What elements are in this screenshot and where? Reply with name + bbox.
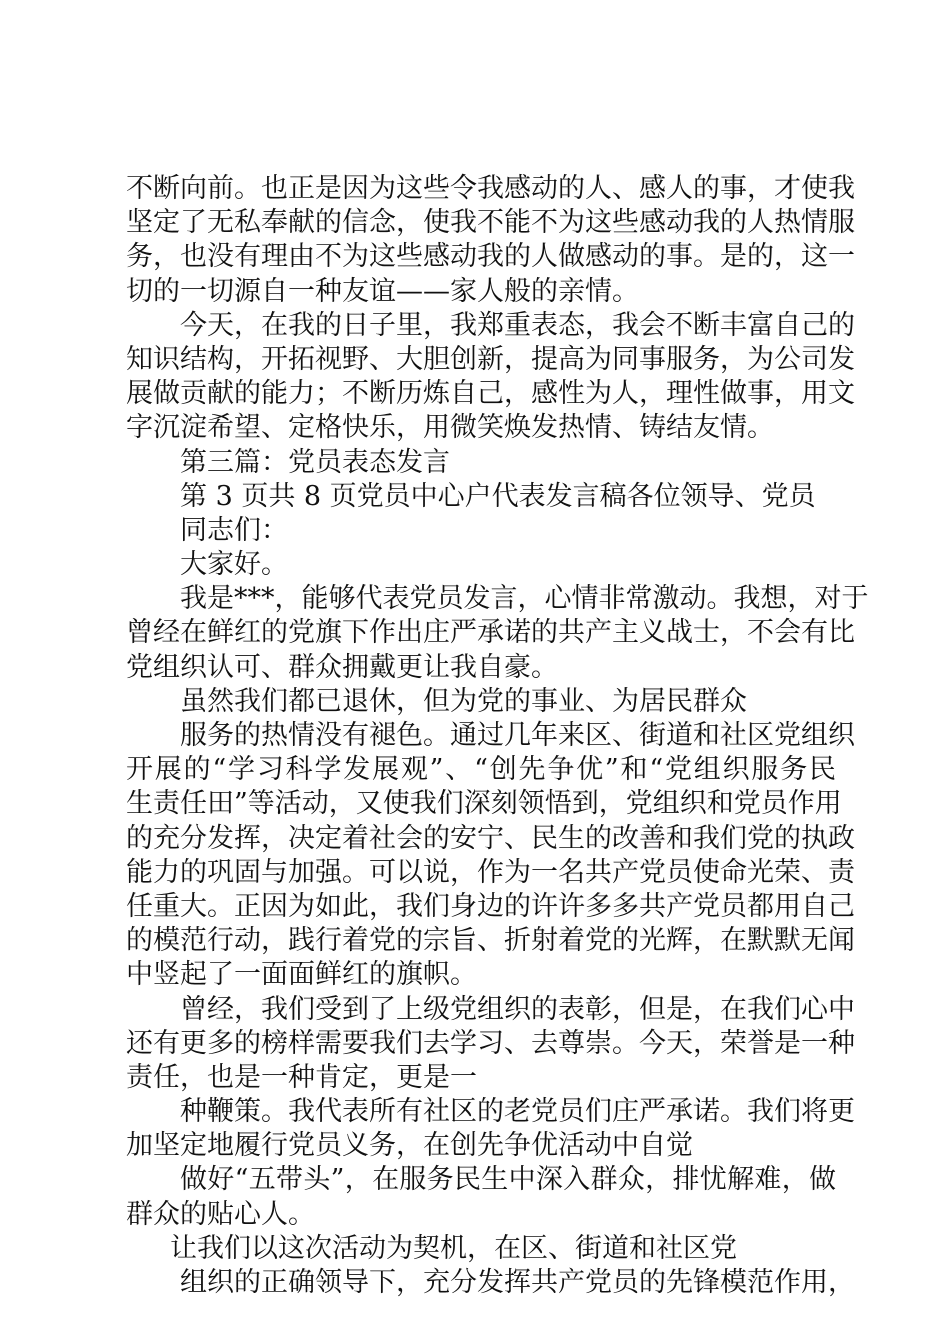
text-line: 能力的巩固与加强。可以说，作为一名共产党员使命光荣、责 <box>126 856 855 888</box>
text-line: 责任，也是一种肯定，更是一 <box>126 1061 477 1093</box>
text-line: 的充分发挥，决定着社会的安宁、民生的改善和我们党的执政 <box>126 822 855 854</box>
text-line: 加坚定地履行党员义务，在创先争优活动中自觉 <box>126 1130 693 1162</box>
text-line: 群众的贴心人。 <box>126 1198 315 1230</box>
text-line: 开展的“学习科学发展观”、“创先争优”和“党组织服务民 <box>126 754 836 786</box>
text-line: 曾经，我们受到了上级党组织的表彰，但是，在我们心中 <box>180 993 855 1025</box>
text-line: 虽然我们都已退休，但为党的事业、为居民群众 <box>180 685 747 717</box>
text-line: 字沉淀希望、定格快乐，用微笑焕发热情、铸结友情。 <box>126 412 774 444</box>
text-line: 务，也没有理由不为这些感动我的人做感动的事。是的，这一 <box>126 241 855 273</box>
text-line: 我是***，能够代表党员发言，心情非常激动。我想，对于 <box>180 583 869 615</box>
text-line: 切的一切源自一种友谊——家人般的亲情。 <box>126 275 639 307</box>
text-line: 党组织认可、群众拥戴更让我自豪。 <box>126 651 558 683</box>
text-line: 做好“五带头”，在服务民生中深入群众，排忧解难，做 <box>180 1164 836 1196</box>
text-line: 不断向前。也正是因为这些令我感动的人、感人的事，才使我 <box>126 173 855 204</box>
text-line: 组织的正确领导下，充分发挥共产党员的先锋模范作用， <box>180 1267 855 1298</box>
text-line: 展做贡献的能力；不断历炼自己，感性为人，理性做事，用文 <box>126 378 855 410</box>
text-line: 中竖起了一面面鲜红的旗帜。 <box>126 959 477 991</box>
text-line: 大家好。 <box>180 549 288 581</box>
text-line: 生责任田”等活动，又使我们深刻领悟到，党组织和党员作用 <box>126 788 842 820</box>
section-heading: 第三篇：党员表态发言 <box>180 446 450 478</box>
page-info-line: 第 3 页共 8 页党员中心户代表发言稿各位领导、党员 <box>180 480 816 512</box>
text-line: 让我们以这次活动为契机，在区、街道和社区党 <box>170 1232 737 1264</box>
text-line: 知识结构，开拓视野、大胆创新，提高为同事服务，为公司发 <box>126 343 855 375</box>
text-line: 坚定了无私奉献的信念，使我不能不为这些感动我的人热情服 <box>126 207 855 239</box>
text-line: 服务的热情没有褪色。通过几年来区、街道和社区党组织 <box>180 720 855 751</box>
text-line: 今天，在我的日子里，我郑重表态，我会不断丰富自己的 <box>180 309 855 341</box>
text-line: 同志们： <box>180 514 288 546</box>
document-body <box>126 172 869 1300</box>
text-line: 种鞭策。我代表所有社区的老党员们庄严承诺。我们将更 <box>180 1096 855 1128</box>
text-line: 曾经在鲜红的党旗下作出庄严承诺的共产主义战士，不会有比 <box>126 617 855 649</box>
text-line: 还有更多的榜样需要我们去学习、去尊崇。今天，荣誉是一种 <box>126 1027 855 1059</box>
text-line: 任重大。正因为如此，我们身边的许许多多共产党员都用自己 <box>126 890 855 922</box>
text-line: 的模范行动，践行着党的宗旨、折射着党的光辉，在默默无闻 <box>126 925 855 957</box>
